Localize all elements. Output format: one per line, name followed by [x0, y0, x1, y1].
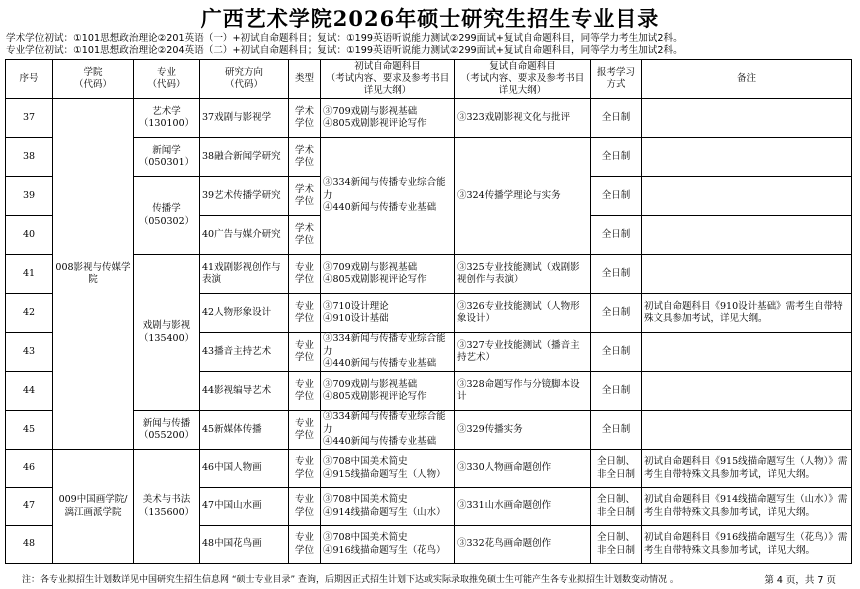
mode-cell: 全日制、非全日制: [591, 526, 642, 564]
retest-exam-cell: ③326专业技能测试（人物形象设计）: [455, 294, 591, 333]
mode-cell: 全日制: [591, 372, 642, 411]
professional-degree-note: 专业学位初试：①101思想政治理论②204英语（二）+初试自命题科目；复试：①199英语听说能力测试②299面试+复试自命题科目，同等学力考生加试2科。: [6, 45, 683, 56]
direction-cell: 43播音主持艺术: [200, 333, 289, 372]
remark-cell: 初试自命题科目《916线描命题写生（花鸟）》需考生自带特殊文具参加考试，详见大纲。: [642, 526, 852, 564]
initial-exam-cell: ③708中国美术简史 ④914线描命题写生（山水）: [321, 488, 455, 526]
type-cell: 学术学位: [289, 138, 321, 177]
mode-cell: 全日制: [591, 99, 642, 138]
header-initial: [321, 60, 455, 99]
initial-exam-cell: ③709戏剧与影视基础 ④805戏剧影视评论写作: [321, 255, 455, 294]
major-cell: 戏剧与影视 （135400）: [134, 255, 200, 411]
header-major: [134, 60, 200, 99]
remark-cell: [642, 411, 852, 450]
remark-cell: [642, 255, 852, 294]
type-cell: 专业学位: [289, 450, 321, 488]
retest-exam-cell: ③327专业技能测试（播音主持艺术）: [455, 333, 591, 372]
page-number: 第 4 页，共 7 页: [764, 575, 836, 586]
table-row: [6, 450, 852, 488]
initial-exam-cell: ③709戏剧与影视基础 ④805戏剧影视评论写作: [321, 372, 455, 411]
mode-cell: 全日制: [591, 411, 642, 450]
retest-exam-cell: ③332花鸟画命题创作: [455, 526, 591, 564]
remark-cell: [642, 138, 852, 177]
header-seq: [6, 60, 53, 99]
academic-degree-note: 学术学位初试：①101思想政治理论②201英语（一）+初试自命题科目；复试：①199英语听说能力测试②299面试+复试自命题科目，同等学力考生加试2科。: [6, 33, 683, 44]
direction-cell: 38融合新闻学研究: [200, 138, 289, 177]
direction-cell: 44影视编导艺术: [200, 372, 289, 411]
seq-cell: 47: [6, 488, 53, 526]
remark-cell: [642, 372, 852, 411]
header-type-text: 类型: [294, 73, 314, 84]
type-cell: 学术学位: [289, 99, 321, 138]
seq-cell: 45: [6, 411, 53, 450]
remark-cell: [642, 333, 852, 372]
type-cell: 专业学位: [289, 411, 321, 450]
major-cell: 艺术学 （130100）: [134, 99, 200, 138]
mode-cell: 全日制: [591, 294, 642, 333]
remark-cell: 初试自命题科目《910设计基础》需考生自带特殊文具参加考试，详见大纲。: [642, 294, 852, 333]
type-cell: 学术学位: [289, 216, 321, 255]
seq-cell: 41: [6, 255, 53, 294]
seq-cell: 37: [6, 99, 53, 138]
initial-exam-cell: ③334新闻与传播专业综合能力 ④440新闻与传播专业基础: [321, 333, 455, 372]
mode-cell: 全日制: [591, 333, 642, 372]
remark-cell: 初试自命题科目《914线描命题写生（山水）》需考生自带特殊文具参加考试，详见大纲。: [642, 488, 852, 526]
mode-cell: 全日制、非全日制: [591, 450, 642, 488]
header-major-text: 专业 （代码）: [147, 67, 186, 90]
direction-cell: 41戏剧影视创作与表演: [200, 255, 289, 294]
type-cell: 学术学位: [289, 177, 321, 216]
direction-cell: 40广告与媒介研究: [200, 216, 289, 255]
header-type: [289, 60, 321, 99]
direction-cell: 45新媒体传播: [200, 411, 289, 450]
header-seq-text: 序号: [19, 73, 39, 84]
footer-note: 注：各专业拟招生计划数详见中国研究生招生信息网 “硕士专业目录” 查询，后期因正式招生计划下达或实际录取推免硕士生可能产生各专业拟招生计划数变动情况 。: [22, 575, 679, 585]
seq-cell: 38: [6, 138, 53, 177]
page-title: 广西艺术学院2026年硕士研究生招生专业目录: [200, 6, 660, 31]
college-cell: 008影视与传媒学院: [53, 99, 134, 450]
retest-exam-cell: ③323戏剧影视文化与批评: [455, 99, 591, 138]
seq-cell: 46: [6, 450, 53, 488]
type-cell: 专业学位: [289, 526, 321, 564]
seq-cell: 48: [6, 526, 53, 564]
remark-cell: [642, 177, 852, 216]
retest-exam-cell: ③331山水画命题创作: [455, 488, 591, 526]
header-direction-text: 研究方向 （代码）: [224, 67, 263, 90]
header-remark: [642, 60, 852, 99]
header-mode: [591, 60, 642, 99]
type-cell: 专业学位: [289, 255, 321, 294]
direction-cell: 39艺术传播学研究: [200, 177, 289, 216]
header-college-text: 学院 （代码）: [73, 67, 112, 90]
seq-cell: 40: [6, 216, 53, 255]
header-retest-text: 复试自命题科目 （考试内容、要求及参考书目详见大纲）: [460, 61, 585, 96]
initial-exam-cell: ③710设计理论 ④910设计基础: [321, 294, 455, 333]
initial-exam-cell: ③709戏剧与影视基础 ④805戏剧影视评论写作: [321, 99, 455, 138]
initial-exam-cell: ③708中国美术简史 ④915线描命题写生（人物）: [321, 450, 455, 488]
seq-cell: 43: [6, 333, 53, 372]
retest-exam-cell: ③324传播学理论与实务: [455, 138, 591, 255]
retest-exam-cell: ③330人物画命题创作: [455, 450, 591, 488]
major-cell: 美术与书法 （135600）: [134, 450, 200, 564]
initial-exam-cell: ③334新闻与传播专业综合能力 ④440新闻与传播专业基础: [321, 411, 455, 450]
mode-cell: 全日制: [591, 138, 642, 177]
program-catalog-table: [5, 59, 852, 564]
initial-exam-cell: ③334新闻与传播专业综合能力 ④440新闻与传播专业基础: [321, 138, 455, 255]
header-college: [53, 60, 134, 99]
mode-cell: 全日制、非全日制: [591, 488, 642, 526]
remark-cell: 初试自命题科目《915线描命题写生（人物）》需考生自带特殊文具参加考试，详见大纲。: [642, 450, 852, 488]
header-mode-text: 报考学习 方式: [596, 67, 635, 90]
college-cell: 009中国画学院/漓江画派学院: [53, 450, 134, 564]
mode-cell: 全日制: [591, 216, 642, 255]
retest-exam-cell: ③325专业技能测试（戏剧影视创作与表演）: [455, 255, 591, 294]
header-direction: [200, 60, 289, 99]
type-cell: 专业学位: [289, 372, 321, 411]
direction-cell: 48中国花鸟画: [200, 526, 289, 564]
direction-cell: 42人物形象设计: [200, 294, 289, 333]
header-initial-text: 初试自命题科目 （考试内容、要求及参考书目详见大纲）: [325, 61, 450, 96]
type-cell: 专业学位: [289, 333, 321, 372]
major-cell: 传播学 （050302）: [134, 177, 200, 255]
seq-cell: 44: [6, 372, 53, 411]
retest-exam-cell: ③328命题写作与分镜脚本设计: [455, 372, 591, 411]
seq-cell: 39: [6, 177, 53, 216]
retest-exam-cell: ③329传播实务: [455, 411, 591, 450]
remark-cell: [642, 216, 852, 255]
table-row: [6, 99, 852, 138]
direction-cell: 47中国山水画: [200, 488, 289, 526]
major-cell: 新闻学 （050301）: [134, 138, 200, 177]
type-cell: 专业学位: [289, 488, 321, 526]
remark-cell: [642, 99, 852, 138]
initial-exam-cell: ③708中国美术简史 ④916线描命题写生（花鸟）: [321, 526, 455, 564]
header-remark-text: 备注: [736, 73, 756, 84]
major-cell: 新闻与传播 （055200）: [134, 411, 200, 450]
table-header-row: [6, 60, 852, 99]
direction-cell: 46中国人物画: [200, 450, 289, 488]
seq-cell: 42: [6, 294, 53, 333]
mode-cell: 全日制: [591, 255, 642, 294]
direction-cell: 37戏剧与影视学: [200, 99, 289, 138]
header-retest: [455, 60, 591, 99]
type-cell: 专业学位: [289, 294, 321, 333]
mode-cell: 全日制: [591, 177, 642, 216]
